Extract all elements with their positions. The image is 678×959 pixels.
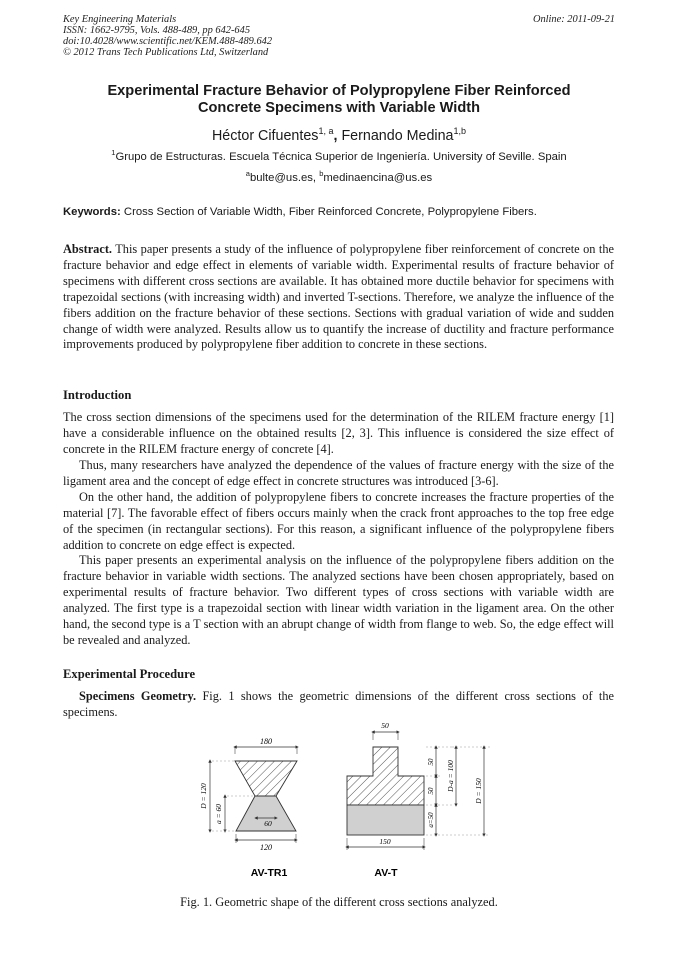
author-2-affiliation: 1,b: [453, 126, 467, 136]
t-section-av-t: [347, 721, 490, 879]
t-upper-hatched: [347, 747, 424, 805]
trap-upper-hatched: [235, 761, 297, 796]
affiliation-marker: 1: [111, 148, 116, 158]
title-line-1: Experimental Fracture Behavior of Polypropylene Fiber Reinforced: [107, 83, 571, 99]
trap-bottom-width: 120: [260, 843, 272, 852]
intro-p1-text: The cross section dimensions of the specimens used for the determination of the RILEM fracture energy [1] have a considerable influence on the obtained results [2, 3]. This influence is considered the size effect of concrete in the RILEM fracture energy of concrete [4].: [63, 410, 614, 456]
author-1: Héctor Cifuentes: [211, 127, 319, 144]
author-2: Fernando Medina: [341, 127, 454, 144]
keywords: [63, 205, 623, 219]
t-web-width: 50: [381, 721, 389, 730]
t-dim-50-lower: 50: [427, 787, 435, 795]
intro-p2-text: Thus, many researchers have analyzed the dependence of the values of fracture energy with the size of the ligament area and the concept of edge effect in concrete structures was introduced [3-6].: [63, 458, 614, 488]
trap-section-label: AV-TR1: [250, 867, 288, 879]
abstract-text: This paper presents a study of the influence of polypropylene fiber reinforcement of concrete on the fracture behavior and edge effect in elements of variable width. Experimental results of fracture behavior of specimens with different cross sections are available. It has obtained more ductile behavior for specimens with trapezoidal sections (with increasing width) and inverted T-sections. Therefore, we analyze the influence of the fibers addition on the fracture behavior of these sections. Sections with gradual variation of wide and sudden change of width were analyzed. Results allow us to quantify the increase of ductility and fracture performance improvements produced by polypropylene fiber addition to concrete in these sections.: [63, 242, 614, 352]
specimens-geometry-paragraph: [63, 689, 614, 721]
t-D-label: D = 150: [474, 778, 483, 804]
trap-notch-width: 60: [264, 819, 272, 828]
online-date: Online: 2011-09-21: [532, 14, 615, 25]
doi-line: doi:10.4028/www.scientific.net/KEM.488-489.642: [63, 36, 273, 47]
affiliation-text: Grupo de Estructuras. Escuela Técnica Superior de Ingeniería. University of Seville. Spain: [115, 151, 567, 163]
email-a-marker: a: [245, 169, 250, 179]
email-b: medinaencina@us.es: [323, 172, 433, 184]
trap-a-label: a = 60: [214, 803, 223, 825]
email-a: bulte@us.es,: [249, 172, 317, 184]
intro-paragraph-3: [63, 490, 614, 554]
paper-title: [40, 83, 638, 117]
affiliation: [40, 150, 638, 164]
intro-paragraph-2: [63, 458, 614, 490]
specimens-geometry-label: Specimens Geometry.: [79, 689, 197, 703]
trap-D-label: D = 120: [199, 783, 208, 809]
figure-1-cross-sections: [190, 718, 510, 880]
author-separator: ,: [333, 127, 338, 144]
t-section-label: AV-T: [374, 867, 398, 879]
experimental-heading: Experimental Procedure: [63, 667, 196, 681]
title-line-2: Concrete Specimens with Variable Width: [197, 100, 481, 116]
intro-paragraph-4: [63, 553, 614, 648]
trapezoid-section-av-tr1: [199, 737, 297, 879]
t-flange-width: 150: [379, 837, 391, 846]
abstract: [63, 242, 614, 353]
intro-p4-text: This paper presents an experimental analysis on the influence of the polypropylene fibers addition on the fracture behavior in variable width sections. The analyzed sections have been chosen appropriately, based on experimental results of fracture behavior. Two different types of cross sections with variable width are analyzed. The first type is a trapezoidal section with linear width variation in the ligament area. On the other hand, the second type is a T section with an abrupt change of width from flange to web. So, the edge effect will be revealed and analyzed.: [63, 553, 614, 647]
introduction-heading: Introduction: [63, 388, 132, 402]
t-D-a-label: D-a = 100: [446, 760, 455, 792]
author-1-affiliation: 1, a: [318, 126, 334, 136]
author-list: [40, 122, 638, 145]
copyright-line: © 2012 Trans Tech Publications Ltd, Switzerland: [63, 47, 269, 58]
trap-top-width: 180: [260, 737, 272, 746]
t-a-label: a=50: [427, 812, 435, 828]
email-b-marker: b: [319, 169, 324, 179]
specimens-geometry-text: Fig. 1 shows the geometric dimensions of the different cross sections of the specimens.: [63, 689, 615, 719]
journal-name: Key Engineering Materials: [63, 14, 177, 25]
keywords-text: Cross Section of Variable Width, Fiber Reinforced Concrete, Polypropylene Fibers.: [123, 206, 537, 218]
journal-header: [63, 14, 272, 58]
figure-1-caption: Fig. 1. Geometric shape of the different cross sections analyzed.: [180, 895, 498, 909]
issn-line: ISSN: 1662-9795, Vols. 488-489, pp 642-645: [63, 25, 251, 36]
intro-paragraph-1: [63, 410, 614, 458]
abstract-label: Abstract.: [63, 242, 113, 256]
keywords-label: Keywords:: [63, 206, 121, 218]
intro-p3-text: On the other hand, the addition of polypropylene fibers to concrete increases the fracture properties of the material [7]. The favorable effect of fibers occurs mainly when the crack front approaches to the top free edge of the specimen (in rectangular sections). For this reason, a significant influence of the polypropylene fibers addition to concrete on edge effect is expected.: [63, 490, 614, 552]
t-lower-ligament: [347, 805, 424, 835]
author-emails: [40, 171, 638, 185]
t-dim-50-upper: 50: [427, 758, 435, 766]
